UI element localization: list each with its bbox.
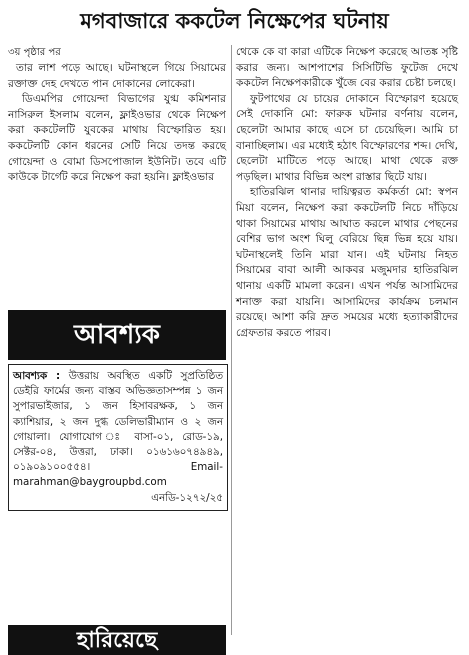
column-divider — [231, 45, 232, 635]
ad-body: উত্তরায় অবস্থিত একটি সুপ্রতিষ্ঠিত ডেইরি ফার্মের জন্য বাস্তব অভিজ্ঞতাসম্পন্ন ১ জন সুপারভাইজার, ১ জন হিসাবরক্ষক, ১ জন ক্যাশিয়ার, ২ জন দুগ্ধ ডেলিভারীম্যান ও ২ জন গোয়ালা। যোগাযোগ ঃ বাসা-০১, রোড-১৯, সেক্টর-০৪, উত্তরা, ঢাকা। ০১৬১৬০৭৪৯৪৯, ০১৯০৯১০০৫৫৪। Email-marahman@baygroupbd.com — [13, 370, 223, 489]
article-paragraph: থেকে কে বা কারা এটিকে নিক্ষেপ করেছে আতঙ্ক সৃষ্টি করার জন্য। আশপাশের সিসিটিভি ফুটেজ দেখে ককটেল নিক্ষেপকারীকে খুঁজে বের করার চেষ্টা চলছে। — [236, 46, 458, 90]
classified-ad — [8, 364, 228, 511]
article-paragraph: তার লাশ পড়ে আছে। ঘটনাস্থলে গিয়ে সিয়ামের রক্তাক্ত দেহ দেখতে পান দোকানের লোকেরা। — [8, 62, 226, 90]
article-paragraph: ডিএমপির গোয়েন্দা বিভাগের যুগ্ম কমিশনার নাসিরুল ইসলাম বলেন, ফ্লাইওভার থেকে নিক্ষেপ করা ককটেলটি যুবকের মাথায় বিস্ফোরিত হয়। ককটেলটি কোন ধরনের সেটি নিয়ে তদন্ত করছে গোয়েন্দা ও বোমা ডিসপোজাল ইউনিট। তবে এটি কাউকে টার্গেট করে নিক্ষেপ করা হয়নি। ফ্লাইওভার — [8, 93, 226, 184]
article-paragraph: ফুটপাথের যে চায়ের দোকানে বিস্ফোরণ হয়েছে সেই দোকানি মো: ফারুক ঘটনার বর্ণনায় বলেন, ছেলেটা আমার কাছে এসে চা চেয়েছিল। আমি চা বানাচ্ছিলাম। এর মধ্যেই হঠাৎ বিস্ফোরণের শব্দ। দেখি, ছেলেটা মাটিতে পড়ে আছে। মাথা থেকে রক্ত পড়ছিল। মাথার বিভিন্ন অংশ রাস্তার ছিটে যায়। — [236, 92, 458, 183]
classified-banner-lost: হারিয়েছে — [8, 625, 226, 655]
headline: মগবাজারে ককটেল নিক্ষেপের ঘটনায় — [80, 8, 389, 33]
ad-lead: আবশ্যক : — [13, 370, 61, 382]
right-column — [236, 45, 458, 341]
ad-code: এনডি-১২৭২/২৫ — [151, 491, 223, 504]
article-paragraph: হাতিরঝিল থানার দায়িত্বরত কর্মকর্তা মো: স্বপন মিয়া বলেন, নিক্ষেপ করা ককটেলটি নিচে দাঁড়িয়ে থাকা সিয়ামের মাথায় আঘাত করলে মাথার পেছনের বেশির ভাগ অংশ ঘিলু বেরিয়ে ছিন্ন ভিন্ন হয়ে যায়। ঘটনাস্থলেই তিনি মারা যান। এই ঘটনায় নিহত সিয়ামের বাবা আলী আকবর মজুমদার হাতিরঝিল থানায় একটি মামলা করেন। এখন পর্যন্ত আসামিদের শনাক্ত করা যায়নি। আসামিদের কার্যক্রম চলমান রয়েছে। আশা করি দ্রুত সময়ের মধ্যে হত্যাকারীদের গ্রেফতার করতে পারব। — [236, 186, 458, 339]
classified-banner: আবশ্যক — [8, 310, 226, 360]
continuation-note: ৩য় পৃষ্ঠার পর — [8, 47, 61, 58]
left-column — [8, 45, 226, 186]
